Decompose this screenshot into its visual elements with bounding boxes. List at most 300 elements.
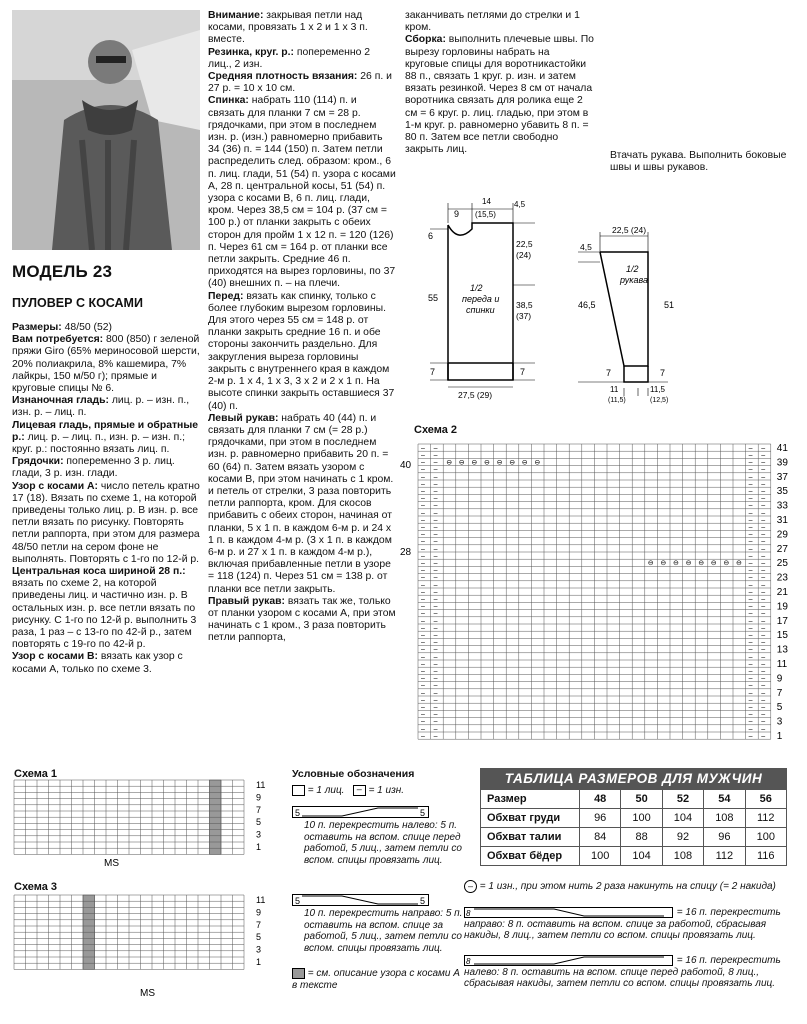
row-number: 17	[776, 615, 788, 627]
paragraph: Изнаночная гладь: лиц. р. – изн. п., изн. р. – лиц. п.	[12, 395, 190, 419]
purl-mark: –	[748, 538, 753, 546]
row-number: 29	[776, 529, 788, 541]
row-number: 3	[256, 944, 262, 955]
purl-mark: –	[748, 553, 753, 560]
cable8-right-symbol-icon	[464, 907, 674, 918]
purl-mark: –	[433, 560, 438, 568]
row-number: 9	[256, 907, 262, 918]
purl-mark: –	[761, 610, 766, 618]
double-yo-mark: ⊖	[534, 459, 541, 467]
purl-mark: –	[433, 668, 438, 676]
purl-mark: –	[421, 452, 425, 460]
purl-mark: –	[748, 452, 753, 460]
double-yo-mark: ⊖	[647, 560, 654, 568]
purl-mark: –	[433, 704, 438, 712]
text-column-2	[208, 10, 396, 645]
purl-mark: –	[433, 574, 438, 582]
purl-mark: –	[748, 733, 753, 740]
cable8-left-symbol-icon	[464, 955, 674, 966]
double-yo-mark: ⊖	[723, 560, 730, 568]
purl-mark: –	[748, 495, 753, 503]
purl-mark: –	[421, 697, 425, 704]
model-subtitle: ПУЛОВЕР С КОСАМИ	[12, 296, 143, 310]
legend-title: Условные обозначения	[292, 768, 415, 780]
schema2-grid	[398, 438, 800, 744]
row-number: 1	[256, 842, 262, 852]
purl-mark: –	[421, 617, 425, 625]
svg-text:5: 5	[420, 896, 426, 906]
row-number: 11	[776, 659, 788, 670]
purl-mark: –	[748, 581, 753, 589]
purl-mark: –	[748, 639, 753, 647]
paragraph: Сборка: выполнить плечевые швы. По вырезу горловины набрать на круговые спицы для воротникастойки 88 п., связать 1 круг. р. изн. и затем вязать резинкой. Через 8 см от начала воротника связать для ролика еще 2 см = 6 круг. р. лиц. гладью, при этом в 1-м круг. р. равномерно убавить 8 п. = 80 п. Затем все петли свободно закрыть лиц.	[405, 34, 594, 156]
purl-mark: –	[748, 560, 753, 568]
purl-mark: –	[433, 589, 438, 596]
purl-mark: –	[761, 553, 766, 560]
purl-mark: –	[748, 632, 753, 640]
double-yo-mark: ⊖	[521, 459, 528, 467]
purl-mark: –	[761, 639, 766, 647]
legend-cable8-left: 8 = 16 п. перекрестить налево: 8 п. оставить на вспом. спице перед работой, 8 лиц., сбрасывая накиды, затем петли со вспом. спицы провязать лиц.	[464, 955, 781, 990]
size-table-title: ТАБЛИЦА РАЗМЕРОВ ДЛЯ МУЖЧИН	[480, 768, 787, 789]
legend-cable5-left: 10 п. перекрестить налево: 5 п. оставить на вспом. спице перед работой, 5 лиц., затем петли со вспом. спицы провязать лиц.	[304, 820, 462, 866]
purl-mark: –	[748, 481, 753, 488]
purl-mark: –	[433, 639, 438, 647]
purl-mark: –	[421, 524, 425, 532]
purl-mark: –	[421, 639, 425, 647]
paragraph: Резинка, круг. р.: попеременно 2 лиц., 2 изн.	[208, 46, 371, 70]
table-row: Обхват груди 96 100 104 108 112	[481, 809, 787, 828]
purl-mark: –	[421, 560, 425, 568]
purl-mark: –	[433, 509, 438, 517]
piece-label: 1/2	[626, 264, 639, 274]
purl-mark: –	[421, 545, 425, 553]
purl-mark: –	[748, 661, 753, 668]
purl-mark: –	[761, 466, 766, 474]
purl-mark: –	[761, 603, 766, 611]
purl-mark: –	[748, 625, 753, 632]
purl-mark: –	[761, 725, 766, 733]
purl-mark: –	[748, 545, 753, 553]
schema1-label: Схема 1	[14, 768, 58, 780]
row-number: 27	[776, 543, 788, 555]
gray-cell-icon	[292, 968, 305, 979]
purl-mark: –	[748, 697, 753, 704]
double-yo-mark: ⊖	[698, 560, 705, 568]
purl-mark: –	[761, 574, 766, 582]
purl-mark: –	[761, 481, 766, 488]
purl-mark: –	[433, 553, 438, 560]
ms-label: MS	[104, 858, 119, 869]
schema3-label: Схема 3	[14, 881, 58, 893]
dim-label: 14	[482, 197, 491, 206]
row-number: 41	[776, 443, 788, 454]
purl-mark: –	[421, 553, 425, 560]
row-number: 11	[256, 780, 266, 790]
row-number: 3	[256, 829, 262, 840]
paragraph: Средняя плотность вязания: 26 п. и 27 р. = 10 х 10 см.	[208, 71, 392, 95]
purl-mark: –	[421, 517, 425, 524]
dim-label: 27,5 (29)	[458, 390, 493, 400]
purl-mark: –	[421, 459, 425, 467]
purl-mark: –	[421, 574, 425, 582]
size-table	[480, 768, 787, 866]
purl-mark: –	[433, 538, 438, 546]
dim-label: 22,5	[516, 239, 533, 249]
model-photo	[12, 10, 200, 250]
paragraph: Узор с косами А: число петель кратно 17 (18). Вязать по схеме 1, на которой приведены только лиц. р. В изн. р. все петли вязать по рисунку. Повторять петли раппорта, при этом для размера 48/50 петли на сером фоне не выполнять. Повторять с 1-го по 12-й р.	[12, 480, 200, 565]
dim-label: 46,5	[578, 300, 596, 310]
purl-mark: –	[748, 617, 753, 625]
purl-mark: –	[433, 517, 438, 524]
table-row: Обхват талии 84 88 92 96 100	[481, 828, 787, 847]
purl-mark: –	[748, 718, 753, 726]
purl-mark: –	[433, 596, 438, 604]
dim-label: 22,5 (24)	[612, 225, 647, 235]
purl-mark: –	[761, 697, 766, 704]
row-number: 5	[776, 702, 783, 714]
purl-mark: –	[433, 697, 438, 704]
row-number: 13	[776, 644, 788, 656]
purl-mark: –	[421, 689, 425, 697]
text-column-3	[405, 10, 595, 156]
paragraph: Размеры: 48/50 (52)	[12, 322, 113, 333]
piece-label: переда и	[462, 294, 500, 304]
dim-label: 4,5	[514, 200, 526, 209]
purl-mark: –	[748, 531, 753, 539]
legend-knit-purl: = 1 лиц. – = 1 изн.	[292, 785, 472, 797]
row-number: 7	[256, 919, 262, 930]
purl-mark: –	[421, 466, 425, 474]
purl-mark: –	[748, 502, 753, 510]
purl-mark: –	[748, 704, 753, 712]
dim-label: 51	[664, 300, 675, 310]
purl-mark: –	[421, 653, 425, 661]
row-number: 25	[776, 558, 788, 570]
purl-mark: –	[433, 452, 438, 460]
purl-mark: –	[421, 502, 425, 510]
purl-mark: –	[748, 711, 753, 719]
svg-text:8: 8	[466, 909, 471, 918]
schema3-grid	[12, 893, 282, 1003]
row-number: 9	[776, 673, 783, 685]
row-number: 1	[256, 957, 262, 967]
legend-cable8-right: 8 = 16 п. перекрестить направо: 8 п. оставить на вспом. спице за работой, сбрасывая накиды, 8 лиц., затем петли со вспом. спицы провязать лиц.	[464, 907, 781, 942]
purl-mark: –	[761, 509, 766, 517]
purl-mark: –	[761, 495, 766, 503]
schema2-label: Схема 2	[414, 424, 458, 436]
paragraph: Перед: вязать как спинку, только с более глубоким вырезом горловины. Для этого через 55 см = 148 р. от планки закрыть средние 16 п. и обе стороны закончить раздельно. Для закругления выреза горловины закрыть с внутреннего края в каждом 2-м р. 1 х 4, 1 х 3, 3 х 2 и 2 х 1 п. На высоте спинки закрыть оставшиеся 37 (40) п.	[208, 290, 395, 412]
purl-mark: –	[748, 589, 753, 596]
dim-label: 6	[428, 231, 434, 241]
purl-mark: –	[421, 632, 425, 640]
purl-mark: –	[433, 481, 438, 488]
purl-mark: –	[748, 689, 753, 697]
ms-label: MS	[140, 988, 155, 999]
purl-mark: –	[761, 517, 766, 524]
purl-mark: –	[421, 711, 425, 719]
double-yo-mark: ⊖	[660, 560, 667, 568]
purl-mark: –	[433, 603, 438, 611]
purl-mark: –	[433, 567, 438, 575]
purl-mark: –	[433, 718, 438, 726]
purl-mark: –	[421, 488, 425, 496]
purl-mark: –	[761, 617, 766, 625]
purl-mark: –	[433, 610, 438, 618]
paragraph: Узор с косами В: вязать как узор с косами А, только по схеме 3.	[12, 651, 183, 675]
paragraph: Центральная коса шириной 28 п.: вязать по схеме 2, на которой приведены лиц. и частично изн. р. В остальных изн. р. все петли вязать по рисунку. С 1-го по 12-й р. выполнить 3 раза, 1 раз – с 13-го по 42-й р., затем повторять с 19-го по 42-й р.	[12, 566, 197, 651]
dim-label: 7	[520, 367, 526, 377]
purl-mark: –	[761, 459, 766, 467]
purl-mark: –	[421, 625, 425, 632]
purl-mark: –	[433, 466, 438, 474]
double-yo-mark: ⊖	[484, 459, 490, 467]
purl-mark: –	[761, 675, 766, 683]
purl-mark: –	[748, 445, 753, 452]
purl-mark: –	[433, 653, 438, 661]
purl-mark: –	[433, 725, 438, 733]
purl-mark: –	[748, 596, 753, 604]
purl-mark: –	[748, 466, 753, 474]
purl-mark: –	[433, 711, 438, 719]
dim-label: 38,5	[516, 300, 533, 310]
purl-mark: –	[761, 711, 766, 719]
double-yo-icon: –	[464, 880, 477, 893]
purl-mark: –	[433, 488, 438, 496]
purl-mark: –	[748, 459, 753, 467]
purl-mark: –	[433, 524, 438, 532]
purl-mark: –	[433, 689, 438, 697]
dim-label: 7	[606, 368, 612, 378]
dim-label: 55	[428, 293, 439, 303]
sleeve-pattern-diagram	[578, 222, 698, 404]
purl-mark: –	[421, 596, 425, 604]
purl-mark: –	[761, 653, 766, 661]
paragraph: Лицевая гладь, прямые и обратные р.: лиц. р. – лиц. п., изн. р. – изн. п.; круг. р.: постоянно вязать лиц. п.	[12, 419, 198, 456]
purl-mark: –	[761, 632, 766, 640]
knit-symbol-icon	[292, 785, 305, 796]
purl-mark: –	[761, 689, 766, 697]
purl-mark: –	[421, 603, 425, 611]
purl-mark: –	[761, 538, 766, 546]
purl-mark: –	[748, 517, 753, 524]
purl-mark: –	[433, 682, 438, 690]
purl-mark: –	[761, 596, 766, 604]
row-number: 21	[776, 587, 788, 598]
row-number: 37	[776, 471, 788, 483]
purl-mark: –	[761, 682, 766, 690]
dim-label: 4,5	[580, 242, 592, 252]
dim-label: 9	[454, 209, 460, 219]
purl-mark: –	[421, 567, 425, 575]
purl-mark: –	[421, 495, 425, 503]
purl-mark: –	[433, 646, 438, 654]
purl-mark: –	[761, 524, 766, 532]
purl-mark: –	[761, 502, 766, 510]
purl-mark: –	[421, 733, 425, 740]
paragraph: Левый рукав: набрать 40 (44) п. и связать для планки 7 см (= 28 р.) грядочками, при этом в последнем изн. р. равномерно прибавить 20 п. = 60 (64) п. Затем вязать узором с косами В, при этом начинать с 1 кром. и петель от стрелки, 3 раза повторить петли раппорта, кром. Для скосов прибавить с обеих сторон, начиная от планки, 5 х 1 п. в каждом 6-м р. и 24 х 1 п. в каждом 4-м р. (3 х 1 п. в каждом 6-м р. и 27 х 1 п. в каждом 4-м р.), включая прибавленные петли в узоре = 118 (124) п. Через 51 см = 138 р. от планки все петли закрыть.	[208, 412, 394, 595]
purl-mark: –	[433, 502, 438, 510]
purl-mark: –	[761, 661, 766, 668]
double-yo-mark: ⊖	[446, 459, 453, 467]
row-number: 3	[776, 716, 783, 728]
table-row: Обхват бёдер 100 104 108 112 116	[481, 847, 787, 866]
dim-label: 7	[430, 367, 436, 377]
purl-mark: –	[421, 725, 425, 733]
purl-mark: –	[421, 682, 425, 690]
row-number: 5	[256, 932, 262, 943]
purl-mark: –	[433, 625, 438, 632]
purl-mark: –	[748, 668, 753, 676]
row-number: 35	[776, 486, 788, 498]
row-number: 40	[400, 460, 412, 471]
purl-mark: –	[761, 531, 766, 539]
table-row: Размер 48 50 52 54 56	[481, 790, 787, 809]
purl-mark: –	[748, 574, 753, 582]
purl-mark: –	[421, 704, 425, 712]
purl-mark: –	[761, 445, 766, 452]
model-title: МОДЕЛЬ 23	[12, 262, 113, 281]
purl-mark: –	[748, 524, 753, 532]
row-number: 19	[776, 601, 788, 613]
purl-mark: –	[421, 718, 425, 726]
purl-mark: –	[421, 646, 425, 654]
purl-mark: –	[761, 718, 766, 726]
cable-left-symbol-icon	[292, 806, 442, 818]
row-number: 5	[256, 817, 262, 828]
purl-mark: –	[748, 509, 753, 517]
svg-text:5: 5	[295, 808, 301, 818]
paragraph: Вам потребуется: 800 (850) г зеленой пряжи Giro (65% мериносовой шерсти, 20% полиакрила, 8% кашемира, 7% лайкры, 150 м/50 г); прямые и круговые спицы № 6.	[12, 334, 200, 395]
purl-mark: –	[761, 668, 766, 676]
body-pattern-diagram	[410, 195, 545, 405]
row-number: 1	[776, 731, 783, 742]
purl-mark: –	[421, 610, 425, 618]
legend-cable5-right: 10 п. перекрестить направо: 5 п. оставить на вспом. спице за работой, 5 лиц., затем петли со вспом. спицы провязать лиц.	[304, 908, 463, 954]
svg-text:8: 8	[466, 957, 471, 966]
double-yo-mark: ⊖	[471, 459, 478, 467]
double-yo-mark: ⊖	[673, 560, 679, 568]
purl-mark: –	[433, 495, 438, 503]
row-number: 33	[776, 500, 788, 512]
purl-mark: –	[421, 481, 425, 488]
purl-mark: –	[433, 617, 438, 625]
purl-mark: –	[748, 610, 753, 618]
purl-mark: –	[748, 567, 753, 575]
purl-symbol-icon: –	[353, 785, 366, 796]
purl-mark: –	[761, 704, 766, 712]
purl-mark: –	[433, 675, 438, 683]
row-number: 31	[776, 515, 788, 526]
row-number: 28	[400, 547, 412, 558]
paragraph: заканчивать петлями до стрелки и 1 кром.	[405, 10, 580, 34]
row-number: 39	[776, 457, 788, 469]
purl-mark: –	[748, 682, 753, 690]
text-column-1	[12, 322, 200, 676]
purl-mark: –	[748, 603, 753, 611]
purl-mark: –	[761, 589, 766, 596]
row-number: 9	[256, 792, 262, 803]
dim-label: (37)	[516, 311, 532, 321]
purl-mark: –	[421, 538, 425, 546]
dim-label: (15,5)	[475, 210, 496, 219]
purl-mark: –	[433, 733, 438, 740]
double-yo-mark: ⊖	[509, 459, 516, 467]
schema1-grid	[12, 778, 282, 870]
purl-mark: –	[761, 488, 766, 496]
purl-mark: –	[761, 733, 766, 740]
row-number: 15	[776, 630, 788, 642]
dim-label: (24)	[516, 250, 532, 260]
piece-label: 1/2	[470, 283, 483, 293]
cable-right-symbol-icon	[292, 894, 442, 906]
purl-mark: –	[748, 725, 753, 733]
purl-mark: –	[748, 675, 753, 683]
paragraph: Грядочки: попеременно 3 р. лиц. глади, 3 р. изн. глади.	[12, 456, 175, 480]
piece-label: спинки	[466, 305, 495, 315]
purl-mark: –	[761, 473, 766, 481]
purl-mark: –	[761, 560, 766, 568]
purl-mark: –	[433, 661, 438, 668]
purl-mark: –	[433, 632, 438, 640]
purl-mark: –	[421, 675, 425, 683]
svg-text:5: 5	[420, 808, 426, 818]
legend-gray: = см. описание узора с косами А в тексте	[292, 968, 460, 991]
purl-mark: –	[761, 581, 766, 589]
double-yo-mark: ⊖	[685, 560, 692, 568]
purl-mark: –	[433, 581, 438, 589]
purl-mark: –	[761, 625, 766, 632]
row-number: 11	[256, 895, 266, 905]
dim-label: (12,5)	[650, 397, 669, 404]
purl-mark: –	[761, 452, 766, 460]
purl-mark: –	[421, 661, 425, 668]
purl-mark: –	[433, 459, 438, 467]
double-yo-mark: ⊖	[458, 459, 465, 467]
purl-mark: –	[761, 545, 766, 553]
purl-mark: –	[421, 445, 425, 452]
purl-mark: –	[421, 589, 425, 596]
purl-mark: –	[748, 646, 753, 654]
purl-mark: –	[421, 509, 425, 517]
paragraph: Спинка: набрать 110 (114) п. и связать для планки 7 см = 28 р. грядочками, при этом в последнем изн. р. (изн.) равномерно прибавить 34 (36) п. = 144 (150) п. Затем петли распределить след. образом: кром., 6 п. лиц. глади, 51 (54) п. узора с косами А, 28 п. центральной косы, 51 (54) п. узора с косами В, 6 п. лиц. глади, кром. Через 38,5 см = 104 р. (37 см = 100 р.) от планки закрыть с обеих сторон для пройм 1 х 12 п. = 120 (126) п. Через 61 см = 164 р. от планки все петли закрыть. Средние 46 п. приходятся на вырез горловины, по 37 (40) внешних п. – на плечи.	[208, 95, 396, 290]
purl-mark: –	[761, 646, 766, 654]
purl-mark: –	[748, 653, 753, 661]
piece-label: рукава	[620, 275, 648, 285]
purl-mark: –	[761, 567, 766, 575]
purl-mark: –	[748, 473, 753, 481]
dim-label: 11,5	[650, 385, 665, 394]
purl-mark: –	[421, 581, 425, 589]
purl-mark: –	[433, 531, 438, 539]
dim-label: (11,5)	[608, 397, 626, 404]
purl-mark: –	[433, 445, 438, 452]
row-number: 23	[776, 572, 788, 584]
row-number: 7	[776, 687, 783, 699]
purl-mark: –	[421, 531, 425, 539]
svg-text:5: 5	[295, 896, 301, 906]
double-yo-mark: ⊖	[496, 459, 503, 467]
paragraph: Внимание: закрывая петли над косами, провязать 1 х 2 и 1 х 3 п. вместе.	[208, 10, 368, 46]
dim-label: 11	[610, 385, 619, 394]
assembly-tail-text: Втачать рукава. Выполнить боковые швы и швы рукавов.	[610, 150, 787, 174]
dim-label: 7	[660, 368, 666, 378]
double-yo-mark: ⊖	[736, 560, 742, 568]
double-yo-mark: ⊖	[710, 560, 717, 568]
paragraph: Правый рукав: вязать так же, только от планки узором с косами А, при этом начинать с 1 кром., 3 раза повторить петли раппорта,	[208, 595, 396, 644]
purl-mark: –	[748, 488, 753, 496]
row-number: 7	[256, 804, 262, 815]
